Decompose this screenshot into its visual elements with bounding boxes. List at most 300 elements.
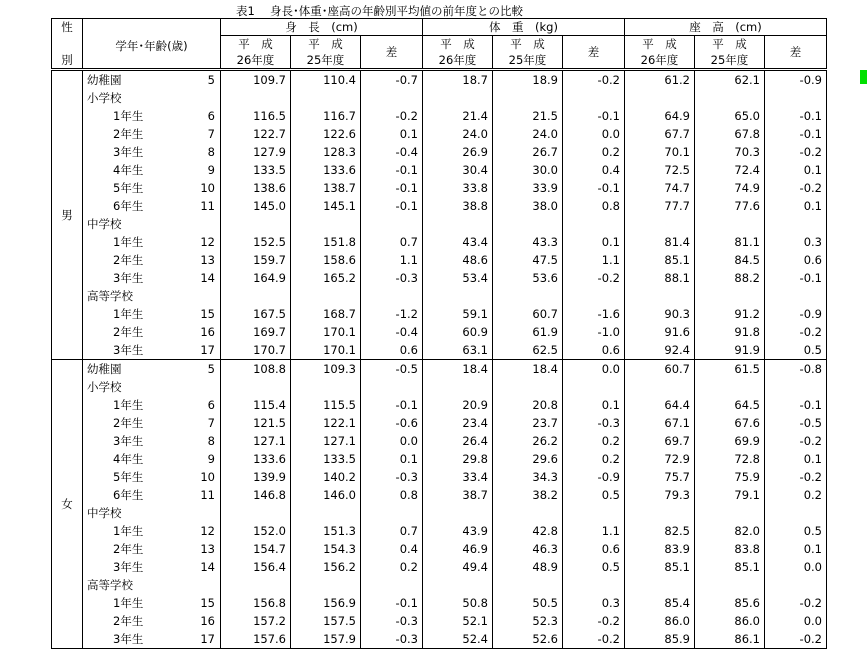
weight-2013-cell: 60.7 xyxy=(493,305,563,323)
weight-2013-cell: 62.5 xyxy=(493,341,563,360)
weight-2014-cell xyxy=(423,287,493,305)
weight-2013-cell xyxy=(493,378,563,396)
weight-diff-cell: 0.8 xyxy=(563,197,625,215)
sex-header-bottom: 別 xyxy=(52,52,83,70)
sitting-height-2014-cell xyxy=(625,576,695,594)
sitting-height-group-header: 座 高 (cm) xyxy=(625,19,827,36)
sitting-height-2013-cell xyxy=(695,504,765,522)
height-diff-cell: -0.1 xyxy=(361,179,423,197)
height-diff-cell: -0.1 xyxy=(361,197,423,215)
weight-diff-cell: -0.1 xyxy=(563,179,625,197)
height-2013-cell xyxy=(291,504,361,522)
sitting-height-diff-cell: -0.2 xyxy=(765,179,827,197)
height-2014-cell: 156.4 xyxy=(221,558,291,576)
sitting-height-2013-cell: 91.2 xyxy=(695,305,765,323)
grade-label: 4年生 xyxy=(113,451,144,466)
height-2014-cell: 146.8 xyxy=(221,486,291,504)
height-diff-cell xyxy=(361,287,423,305)
sitting-height-2014-cell: 88.1 xyxy=(625,269,695,287)
sitting-height-2013-cell: 64.5 xyxy=(695,396,765,414)
height-2013-cell: 133.5 xyxy=(291,450,361,468)
height-2013-cell: 115.5 xyxy=(291,396,361,414)
sitting-height-2014-cell: 85.4 xyxy=(625,594,695,612)
sitting-height-diff-cell: 0.1 xyxy=(765,450,827,468)
sitting-height-2013-cell: 77.6 xyxy=(695,197,765,215)
height-2013-cell xyxy=(291,576,361,594)
age-value: 6 xyxy=(189,107,221,125)
weight-2014-cell: 38.8 xyxy=(423,197,493,215)
table-row xyxy=(52,558,827,576)
sitting-height-diff-cell: -0.1 xyxy=(765,125,827,143)
age-value: 13 xyxy=(189,540,221,558)
weight-group-header: 体 重 (kg) xyxy=(423,19,625,36)
sitting-height-2013-cell xyxy=(695,576,765,594)
table-row xyxy=(52,233,827,251)
sitting-height-diff-cell xyxy=(765,287,827,305)
weight-2014-cell: 38.7 xyxy=(423,486,493,504)
sitting-height-diff-cell: -0.1 xyxy=(765,107,827,125)
sex-label: 女 xyxy=(52,360,83,649)
weight-2014-cell xyxy=(423,576,493,594)
sitting-height-2013-cell xyxy=(695,287,765,305)
sitting-height-diff-cell xyxy=(765,504,827,522)
sitting-height-2014-cell: 91.6 xyxy=(625,323,695,341)
height-diff-cell: 0.6 xyxy=(361,341,423,360)
sitting-height-2014-cell xyxy=(625,215,695,233)
height-2013-cell: 133.6 xyxy=(291,161,361,179)
height-2013-cell: 146.0 xyxy=(291,486,361,504)
weight-diff-cell: -1.6 xyxy=(563,305,625,323)
weight-2013-cell: 30.0 xyxy=(493,161,563,179)
weight-diff-cell: 0.3 xyxy=(563,594,625,612)
sitting-height-2014-cell xyxy=(625,89,695,107)
age-value: 5 xyxy=(189,70,221,90)
height-diff-cell: -0.5 xyxy=(361,360,423,379)
school-level-label: 小学校 xyxy=(87,90,122,105)
sitting-height-diff-cell: -0.1 xyxy=(765,396,827,414)
height-2013-cell: 157.9 xyxy=(291,630,361,649)
grade-label: 1年生 xyxy=(113,397,144,412)
weight-2013-cell: 46.3 xyxy=(493,540,563,558)
age-value: 16 xyxy=(189,612,221,630)
height-diff-cell: -0.1 xyxy=(361,161,423,179)
weight-diff-cell: 0.0 xyxy=(563,360,625,379)
table-row xyxy=(52,504,827,522)
weight-2013-cell xyxy=(493,504,563,522)
sitting-height-diff-cell xyxy=(765,378,827,396)
height-2014-cell: 145.0 xyxy=(221,197,291,215)
height-diff-cell: -0.1 xyxy=(361,396,423,414)
age-value: 8 xyxy=(189,432,221,450)
height-2014-cell xyxy=(221,215,291,233)
height-2014-cell: 157.6 xyxy=(221,630,291,649)
school-level-label: 高等学校 xyxy=(87,288,133,303)
table-row xyxy=(52,251,827,269)
height-2013-cell: 151.8 xyxy=(291,233,361,251)
grade-age-header: 学年･年齢(歳) xyxy=(83,36,221,70)
height-cur-year-bottom: 26年度 xyxy=(221,52,291,70)
weight-2013-cell: 29.6 xyxy=(493,450,563,468)
table-row xyxy=(52,432,827,450)
height-diff-cell: 0.0 xyxy=(361,432,423,450)
weight-2014-cell xyxy=(423,89,493,107)
weight-diff-cell: -0.2 xyxy=(563,70,625,90)
age-value: 12 xyxy=(189,233,221,251)
table-row xyxy=(52,540,827,558)
age-value: 11 xyxy=(189,197,221,215)
height-2013-cell: 168.7 xyxy=(291,305,361,323)
height-group-header: 身 長 (cm) xyxy=(221,19,423,36)
weight-2014-cell: 48.6 xyxy=(423,251,493,269)
sitting-height-2013-cell: 91.8 xyxy=(695,323,765,341)
weight-diff-cell xyxy=(563,89,625,107)
age-value: 15 xyxy=(189,305,221,323)
height-2013-cell xyxy=(291,215,361,233)
school-level-label: 高等学校 xyxy=(87,577,133,592)
sitting-cur-year-top: 平 成 xyxy=(625,36,695,53)
age-value: 13 xyxy=(189,251,221,269)
weight-2014-cell: 52.4 xyxy=(423,630,493,649)
weight-2013-cell: 52.6 xyxy=(493,630,563,649)
table-row xyxy=(52,179,827,197)
table-row xyxy=(52,468,827,486)
sitting-height-2014-cell: 74.7 xyxy=(625,179,695,197)
age-value: 7 xyxy=(189,125,221,143)
age-value: 12 xyxy=(189,522,221,540)
weight-diff-cell: -1.0 xyxy=(563,323,625,341)
height-2013-cell: 158.6 xyxy=(291,251,361,269)
height-2014-cell: 152.0 xyxy=(221,522,291,540)
height-diff-cell: 0.7 xyxy=(361,233,423,251)
age-value: 10 xyxy=(189,468,221,486)
grade-label: 1年生 xyxy=(113,234,144,249)
table-row xyxy=(52,89,827,107)
weight-2014-cell: 33.4 xyxy=(423,468,493,486)
weight-2014-cell: 21.4 xyxy=(423,107,493,125)
weight-2013-cell xyxy=(493,89,563,107)
height-2014-cell: 152.5 xyxy=(221,233,291,251)
sitting-height-2013-cell: 69.9 xyxy=(695,432,765,450)
sitting-height-diff-cell: -0.2 xyxy=(765,323,827,341)
table-row xyxy=(52,161,827,179)
sitting-height-diff-cell: -0.5 xyxy=(765,414,827,432)
height-prev-year-bottom: 25年度 xyxy=(291,52,361,70)
weight-2013-cell: 26.7 xyxy=(493,143,563,161)
height-2014-cell: 122.7 xyxy=(221,125,291,143)
weight-2014-cell: 46.9 xyxy=(423,540,493,558)
grade-label: 3年生 xyxy=(113,270,144,285)
weight-2013-cell: 34.3 xyxy=(493,468,563,486)
age-value xyxy=(189,215,221,233)
height-diff-cell: -0.3 xyxy=(361,612,423,630)
weight-diff-cell: -0.1 xyxy=(563,107,625,125)
height-diff-cell xyxy=(361,504,423,522)
sitting-height-diff-cell xyxy=(765,576,827,594)
weight-2013-cell: 26.2 xyxy=(493,432,563,450)
grade-header-blank xyxy=(83,19,221,36)
height-2014-cell: 121.5 xyxy=(221,414,291,432)
sitting-height-2013-cell: 81.1 xyxy=(695,233,765,251)
table-row xyxy=(52,323,827,341)
sitting-height-diff-cell: 0.1 xyxy=(765,197,827,215)
table-row xyxy=(52,450,827,468)
weight-2013-cell: 20.8 xyxy=(493,396,563,414)
height-2013-cell: 157.5 xyxy=(291,612,361,630)
weight-2014-cell: 59.1 xyxy=(423,305,493,323)
grade-label: 2年生 xyxy=(113,613,144,628)
height-2014-cell xyxy=(221,287,291,305)
weight-2014-cell: 43.9 xyxy=(423,522,493,540)
sitting-height-2013-cell: 86.0 xyxy=(695,612,765,630)
table-row xyxy=(52,630,827,649)
weight-2014-cell: 52.1 xyxy=(423,612,493,630)
height-diff-cell: -0.4 xyxy=(361,323,423,341)
weight-diff-cell xyxy=(563,378,625,396)
table-row xyxy=(52,576,827,594)
sitting-height-2014-cell: 81.4 xyxy=(625,233,695,251)
weight-2014-cell xyxy=(423,215,493,233)
sitting-height-2014-cell xyxy=(625,287,695,305)
sitting-height-2013-cell: 84.5 xyxy=(695,251,765,269)
sitting-height-2014-cell: 69.7 xyxy=(625,432,695,450)
height-diff-cell: 0.8 xyxy=(361,486,423,504)
weight-2014-cell: 26.4 xyxy=(423,432,493,450)
sitting-height-2013-cell xyxy=(695,378,765,396)
sitting-height-2013-cell: 83.8 xyxy=(695,540,765,558)
height-2013-cell: 138.7 xyxy=(291,179,361,197)
sitting-prev-year-top: 平 成 xyxy=(695,36,765,53)
sitting-height-2013-cell: 85.6 xyxy=(695,594,765,612)
sitting-height-2013-cell: 91.9 xyxy=(695,341,765,360)
height-diff-cell xyxy=(361,89,423,107)
sitting-cur-year-bottom: 26年度 xyxy=(625,52,695,70)
weight-diff-cell: 1.1 xyxy=(563,522,625,540)
sitting-height-2013-cell: 86.1 xyxy=(695,630,765,649)
height-diff-cell: -0.3 xyxy=(361,630,423,649)
sitting-height-diff-cell: 0.0 xyxy=(765,612,827,630)
height-2013-cell: 122.1 xyxy=(291,414,361,432)
height-diff-cell: -0.3 xyxy=(361,269,423,287)
sitting-height-2014-cell: 82.5 xyxy=(625,522,695,540)
weight-diff-cell: -0.2 xyxy=(563,630,625,649)
height-2013-cell: 127.1 xyxy=(291,432,361,450)
height-diff-cell: 1.1 xyxy=(361,251,423,269)
table-row xyxy=(52,269,827,287)
weight-2014-cell xyxy=(423,504,493,522)
sitting-height-2014-cell xyxy=(625,504,695,522)
weight-2014-cell: 18.7 xyxy=(423,70,493,90)
height-2013-cell: 154.3 xyxy=(291,540,361,558)
weight-diff-cell: 0.1 xyxy=(563,396,625,414)
grade-label: 6年生 xyxy=(113,198,144,213)
sitting-height-2014-cell: 60.7 xyxy=(625,360,695,379)
table-row xyxy=(52,594,827,612)
sitting-height-diff-cell: -0.2 xyxy=(765,143,827,161)
weight-2013-cell: 38.2 xyxy=(493,486,563,504)
weight-2014-cell: 43.4 xyxy=(423,233,493,251)
sitting-height-2014-cell: 75.7 xyxy=(625,468,695,486)
weight-diff-cell: 0.6 xyxy=(563,341,625,360)
age-value: 17 xyxy=(189,630,221,649)
weight-cur-year-top: 平 成 xyxy=(423,36,493,53)
sitting-height-2013-cell xyxy=(695,215,765,233)
weight-diff-cell xyxy=(563,215,625,233)
sitting-height-2013-cell: 72.4 xyxy=(695,161,765,179)
sheet-edge-marker xyxy=(860,70,867,84)
sitting-height-2014-cell: 67.7 xyxy=(625,125,695,143)
grade-label: 3年生 xyxy=(113,559,144,574)
sitting-height-2014-cell: 85.9 xyxy=(625,630,695,649)
sitting-height-2013-cell: 75.9 xyxy=(695,468,765,486)
grade-label: 2年生 xyxy=(113,415,144,430)
age-value: 5 xyxy=(189,360,221,379)
sitting-height-2014-cell: 64.4 xyxy=(625,396,695,414)
age-value: 9 xyxy=(189,450,221,468)
table-row xyxy=(52,360,827,379)
height-2014-cell xyxy=(221,504,291,522)
sitting-height-2013-cell: 72.8 xyxy=(695,450,765,468)
sitting-height-2013-cell: 61.5 xyxy=(695,360,765,379)
grade-label: 5年生 xyxy=(113,180,144,195)
grade-label: 1年生 xyxy=(113,523,144,538)
height-2013-cell: 128.3 xyxy=(291,143,361,161)
weight-2013-cell: 61.9 xyxy=(493,323,563,341)
height-diff-cell xyxy=(361,576,423,594)
age-value xyxy=(189,89,221,107)
age-value xyxy=(189,378,221,396)
age-value: 14 xyxy=(189,269,221,287)
height-2013-cell: 145.1 xyxy=(291,197,361,215)
school-level-label: 中学校 xyxy=(87,216,122,231)
sitting-height-diff-cell: -0.9 xyxy=(765,305,827,323)
weight-diff-cell: 0.1 xyxy=(563,233,625,251)
sitting-height-diff-cell: -0.2 xyxy=(765,468,827,486)
weight-diff-cell: 0.4 xyxy=(563,161,625,179)
sitting-height-2013-cell: 74.9 xyxy=(695,179,765,197)
weight-2014-cell: 23.4 xyxy=(423,414,493,432)
height-2014-cell: 108.8 xyxy=(221,360,291,379)
sitting-height-diff-cell: 0.5 xyxy=(765,522,827,540)
height-diff-header: 差 xyxy=(361,36,423,70)
grade-label: 3年生 xyxy=(113,144,144,159)
table-row xyxy=(52,341,827,360)
weight-2013-cell: 38.0 xyxy=(493,197,563,215)
weight-2013-cell: 47.5 xyxy=(493,251,563,269)
weight-diff-cell: 0.2 xyxy=(563,450,625,468)
table-row xyxy=(52,414,827,432)
sitting-height-2014-cell: 77.7 xyxy=(625,197,695,215)
sitting-height-diff-cell: -0.2 xyxy=(765,630,827,649)
sitting-height-2014-cell: 92.4 xyxy=(625,341,695,360)
sitting-prev-year-bottom: 25年度 xyxy=(695,52,765,70)
height-2014-cell xyxy=(221,378,291,396)
height-2013-cell: 122.6 xyxy=(291,125,361,143)
weight-2013-cell: 42.8 xyxy=(493,522,563,540)
sitting-height-diff-cell xyxy=(765,215,827,233)
grade-label: 1年生 xyxy=(113,306,144,321)
height-2014-cell: 138.6 xyxy=(221,179,291,197)
weight-diff-cell xyxy=(563,576,625,594)
age-value xyxy=(189,287,221,305)
grade-label: 2年生 xyxy=(113,252,144,267)
weight-2014-cell: 50.8 xyxy=(423,594,493,612)
weight-diff-cell xyxy=(563,504,625,522)
sitting-height-2014-cell: 86.0 xyxy=(625,612,695,630)
weight-2014-cell: 63.1 xyxy=(423,341,493,360)
height-2014-cell: 157.2 xyxy=(221,612,291,630)
sitting-height-diff-cell: 0.1 xyxy=(765,161,827,179)
weight-2014-cell: 20.9 xyxy=(423,396,493,414)
weight-diff-cell: 0.2 xyxy=(563,432,625,450)
height-2014-cell: 169.7 xyxy=(221,323,291,341)
sitting-height-2013-cell: 62.1 xyxy=(695,70,765,90)
height-2013-cell: 151.3 xyxy=(291,522,361,540)
sex-label: 男 xyxy=(52,70,83,360)
sitting-height-2014-cell: 67.1 xyxy=(625,414,695,432)
height-cur-year-top: 平 成 xyxy=(221,36,291,53)
table-row xyxy=(52,378,827,396)
grade-label: 2年生 xyxy=(113,324,144,339)
sitting-height-2014-cell: 79.3 xyxy=(625,486,695,504)
sex-header-top: 性 xyxy=(52,19,83,36)
age-value: 11 xyxy=(189,486,221,504)
table-row xyxy=(52,396,827,414)
height-diff-cell: -0.6 xyxy=(361,414,423,432)
sitting-height-diff-cell: -0.2 xyxy=(765,432,827,450)
height-2013-cell: 156.9 xyxy=(291,594,361,612)
table-title: 身長･体重･座高の年齢別平均値の前年度との比較 xyxy=(270,4,523,18)
school-level-label: 中学校 xyxy=(87,505,122,520)
weight-2014-cell: 26.9 xyxy=(423,143,493,161)
height-2014-cell: 127.9 xyxy=(221,143,291,161)
age-value: 8 xyxy=(189,143,221,161)
sitting-height-2014-cell: 83.9 xyxy=(625,540,695,558)
weight-2013-cell: 23.7 xyxy=(493,414,563,432)
height-2014-cell xyxy=(221,576,291,594)
height-diff-cell: -0.4 xyxy=(361,143,423,161)
height-2013-cell: 170.1 xyxy=(291,323,361,341)
weight-diff-cell: 1.1 xyxy=(563,251,625,269)
weight-diff-header: 差 xyxy=(563,36,625,70)
grade-label: 6年生 xyxy=(113,487,144,502)
sitting-height-diff-cell: -0.2 xyxy=(765,594,827,612)
weight-2013-cell xyxy=(493,576,563,594)
weight-2013-cell: 33.9 xyxy=(493,179,563,197)
height-2014-cell: 167.5 xyxy=(221,305,291,323)
grade-label: 2年生 xyxy=(113,126,144,141)
sitting-height-diff-cell xyxy=(765,89,827,107)
sitting-height-2013-cell: 82.0 xyxy=(695,522,765,540)
sitting-height-diff-cell: 0.6 xyxy=(765,251,827,269)
weight-2013-cell: 53.6 xyxy=(493,269,563,287)
sitting-height-2013-cell: 79.1 xyxy=(695,486,765,504)
height-2014-cell: 170.7 xyxy=(221,341,291,360)
table-row xyxy=(52,70,827,90)
height-diff-cell: -0.2 xyxy=(361,107,423,125)
weight-2014-cell: 53.4 xyxy=(423,269,493,287)
table-row xyxy=(52,612,827,630)
height-diff-cell: 0.4 xyxy=(361,540,423,558)
height-2013-cell: 165.2 xyxy=(291,269,361,287)
height-2014-cell: 164.9 xyxy=(221,269,291,287)
sitting-height-2014-cell: 70.1 xyxy=(625,143,695,161)
height-2014-cell: 156.8 xyxy=(221,594,291,612)
weight-2013-cell: 18.4 xyxy=(493,360,563,379)
height-2013-cell: 116.7 xyxy=(291,107,361,125)
table-row xyxy=(52,197,827,215)
height-diff-cell: 0.7 xyxy=(361,522,423,540)
height-2014-cell: 115.4 xyxy=(221,396,291,414)
